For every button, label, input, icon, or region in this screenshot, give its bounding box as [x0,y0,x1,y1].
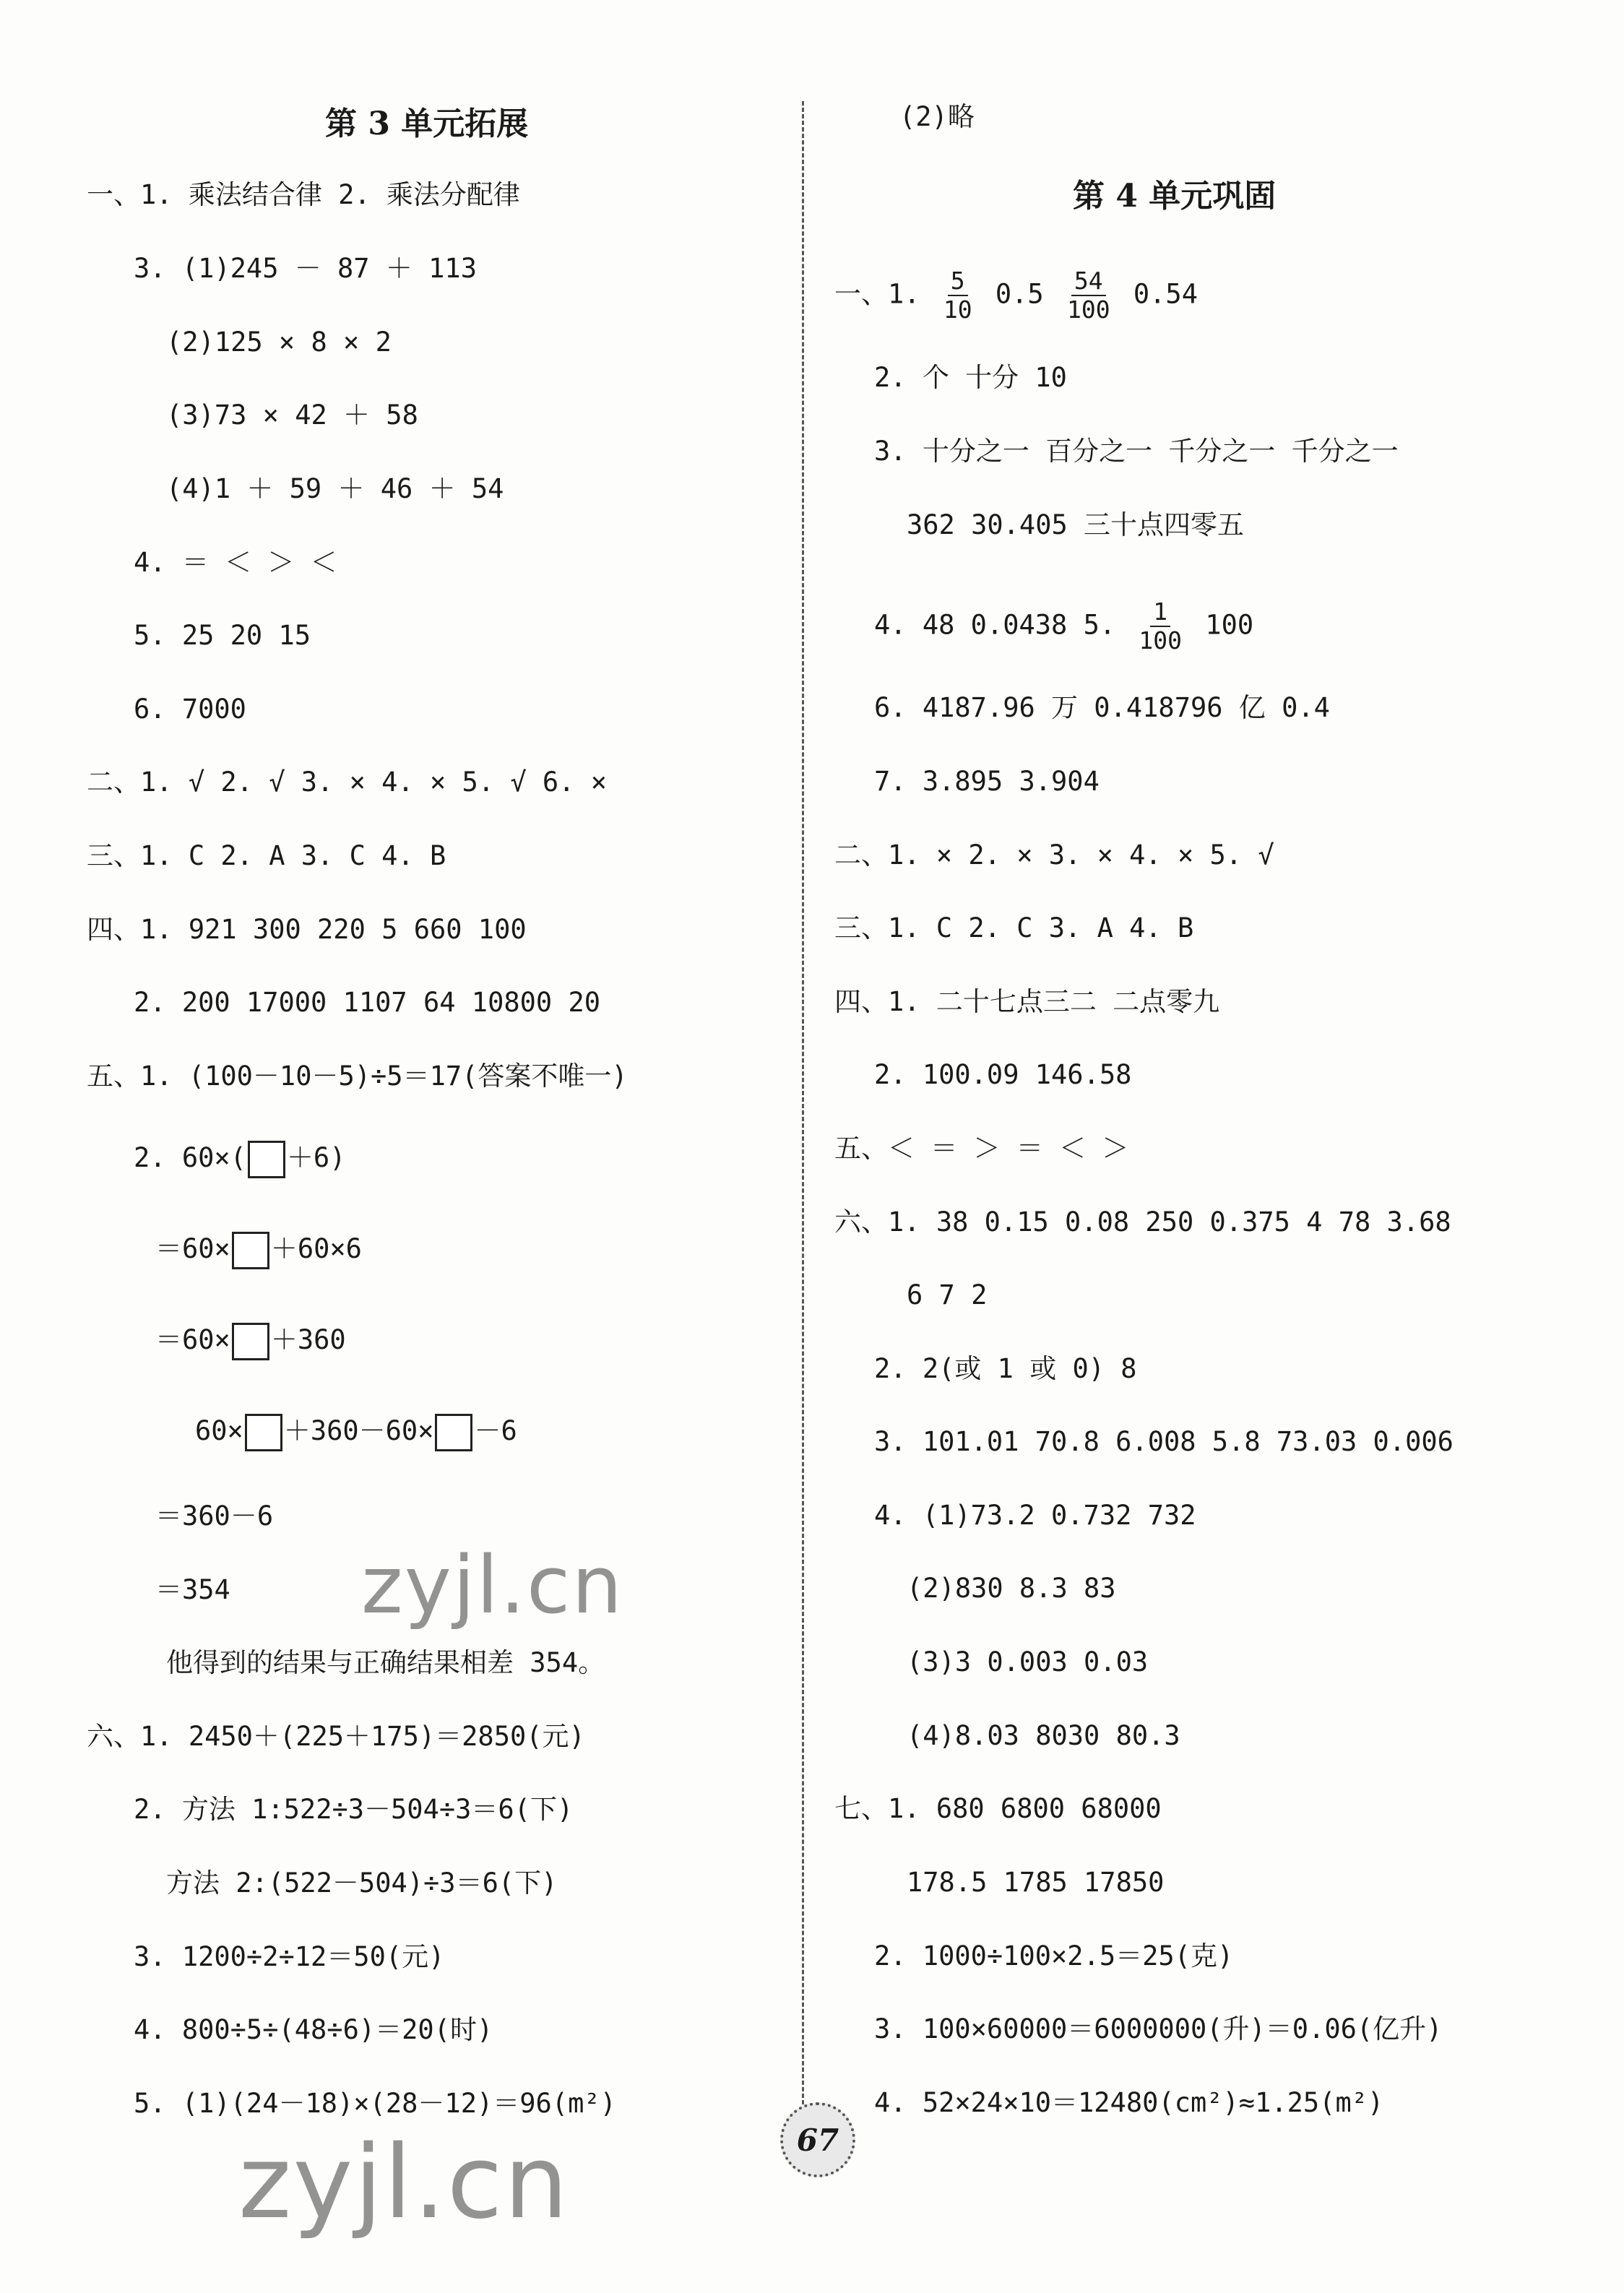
blank-box [248,1141,285,1178]
answer-text: 100 [1205,609,1254,641]
answer-line: 362 30.405 三十点四零五 [907,509,1245,540]
answer-line: 五、1. (100－10－5)÷5＝17(答案不唯一) [87,1061,628,1092]
equation-line [155,1231,362,1269]
equation-text: ＋360 [270,1324,346,1355]
answer-line-fractions [834,267,1198,324]
equation-text: 2. 60×( [134,1142,246,1173]
answer-line: 三、1. C 2. A 3. C 4. B [87,840,446,871]
answer-line: 四、1. 921 300 220 5 660 100 [87,914,527,945]
equation-text: ＝60× [155,1233,230,1264]
answer-line: 4. 52×24×10＝12480(cm²)≈1.25(m²) [874,2087,1384,2118]
answer-line: 2. 方法 1:522÷3－504÷3＝6(下) [134,1794,574,1825]
answer-line: 六、1. 38 0.15 0.08 250 0.375 4 78 3.68 [834,1206,1451,1238]
equation-text: ＝60× [155,1324,230,1355]
fraction-numerator: 1 [1150,598,1170,627]
answer-line: 2. 2(或 1 或 0) 8 [874,1353,1137,1384]
answer-line: 3. (1)245 － 87 ＋ 113 [134,253,477,284]
equation-text: 60× [195,1415,243,1446]
answer-line: 3. 101.01 70.8 6.008 5.8 73.03 0.006 [874,1426,1454,1457]
fraction-numerator: 5 [948,267,968,296]
answer-line: 2. 1000÷100×2.5＝25(克) [874,1940,1234,1972]
answer-line: (2)830 8.3 83 [907,1573,1116,1604]
page-number: 67 [780,2102,855,2177]
equation-text: ＋6) [286,1142,346,1173]
watermark: zyjl.cn [361,1539,624,1631]
answer-line: 6. 4187.96 万 0.418796 亿 0.4 [874,692,1330,723]
blank-box [435,1414,472,1451]
blank-box [232,1323,269,1360]
answer-line: 2. 个 十分 10 [874,362,1067,393]
equation-text: ＋360－60× [283,1415,434,1446]
fraction-denominator: 100 [1066,295,1110,324]
fraction [1139,598,1182,655]
equation-text: ＋60×6 [270,1233,362,1264]
equation-line [134,1140,346,1178]
fraction-denominator: 10 [943,295,972,324]
answer-line: (4)8.03 8030 80.3 [907,1720,1180,1751]
blank-box [245,1414,282,1451]
answer-line: 2. 200 17000 1107 64 10800 20 [134,987,601,1018]
answer-line: 三、1. C 2. C 3. A 4. B [834,912,1194,943]
answer-line: 5. 25 20 15 [134,620,311,651]
equation-line [195,1413,517,1451]
column-divider [802,101,804,2124]
section-title-unit3: 第 3 单元拓展 [325,105,529,142]
answer-line: (2)略 [899,101,975,132]
answer-line: 7. 3.895 3.904 [874,766,1100,797]
section-title-unit4: 第 4 单元巩固 [1073,178,1277,215]
answer-line: (3)3 0.003 0.03 [907,1646,1149,1677]
fraction-denominator: 100 [1139,626,1183,655]
answer-line: 3. 100×60000＝6000000(升)＝0.06(亿升) [874,2013,1443,2044]
equation-line [155,1322,346,1360]
fraction [943,267,972,324]
answer-line: 四、1. 二十七点三二 二点零九 [834,986,1220,1017]
answer-line: 二、1. × 2. × 3. × 4. × 5. √ [834,839,1274,871]
fraction-numerator: 54 [1071,267,1106,296]
answer-line: 五、＜ ＝ ＞ ＝ ＜ ＞ [834,1133,1129,1164]
answer-line: 2. 100.09 146.58 [874,1059,1132,1090]
answer-line: 一、1. 乘法结合律 2. 乘法分配律 [87,179,520,210]
answer-line: 3. 十分之一 百分之一 千分之一 千分之一 [874,436,1399,467]
answer-line: (4)1 ＋ 59 ＋ 46 ＋ 54 [166,473,504,504]
answer-line: 6 7 2 [907,1279,988,1310]
answer-line: 3. 1200÷2÷12＝50(元) [134,1941,445,1972]
answer-line: 4. 800÷5÷(48÷6)＝20(时) [134,2014,493,2045]
answer-line: 5. (1)(24－18)×(28－12)＝96(m²) [134,2088,616,2119]
answer-line: 178.5 1785 17850 [907,1867,1165,1898]
blank-box [232,1232,269,1269]
answer-line: (2)125 × 8 × 2 [166,327,392,358]
answer-line: 七、1. 680 6800 68000 [834,1793,1162,1824]
answer-line: 他得到的结果与正确结果相差 354。 [166,1647,605,1678]
answer-line: (3)73 × 42 ＋ 58 [166,400,418,431]
equation-line: ＝360－6 [155,1500,274,1532]
answer-text: 0.54 [1133,278,1198,310]
answer-line: 方法 2:(522－504)÷3＝6(下) [166,1867,558,1899]
equation-line: ＝354 [155,1574,230,1605]
answer-line: 六、1. 2450＋(225＋175)＝2850(元) [87,1721,585,1752]
equation-text: －6 [474,1415,517,1446]
watermark: zyjl.cn [238,2124,570,2242]
answer-line: 4. ＝ ＜ ＞ ＜ [134,547,337,578]
answer-line: 6. 7000 [134,694,246,725]
fraction [1067,267,1110,324]
answer-line-fractions [874,598,1253,655]
answer-line: 二、1. √ 2. √ 3. × 4. × 5. √ 6. × [87,767,608,798]
answer-line: 4. (1)73.2 0.732 732 [874,1500,1196,1531]
answer-text: 4. 48 0.0438 5. [874,609,1116,641]
answer-text: 0.5 [995,278,1044,310]
answer-text: 一、1. [834,278,920,310]
